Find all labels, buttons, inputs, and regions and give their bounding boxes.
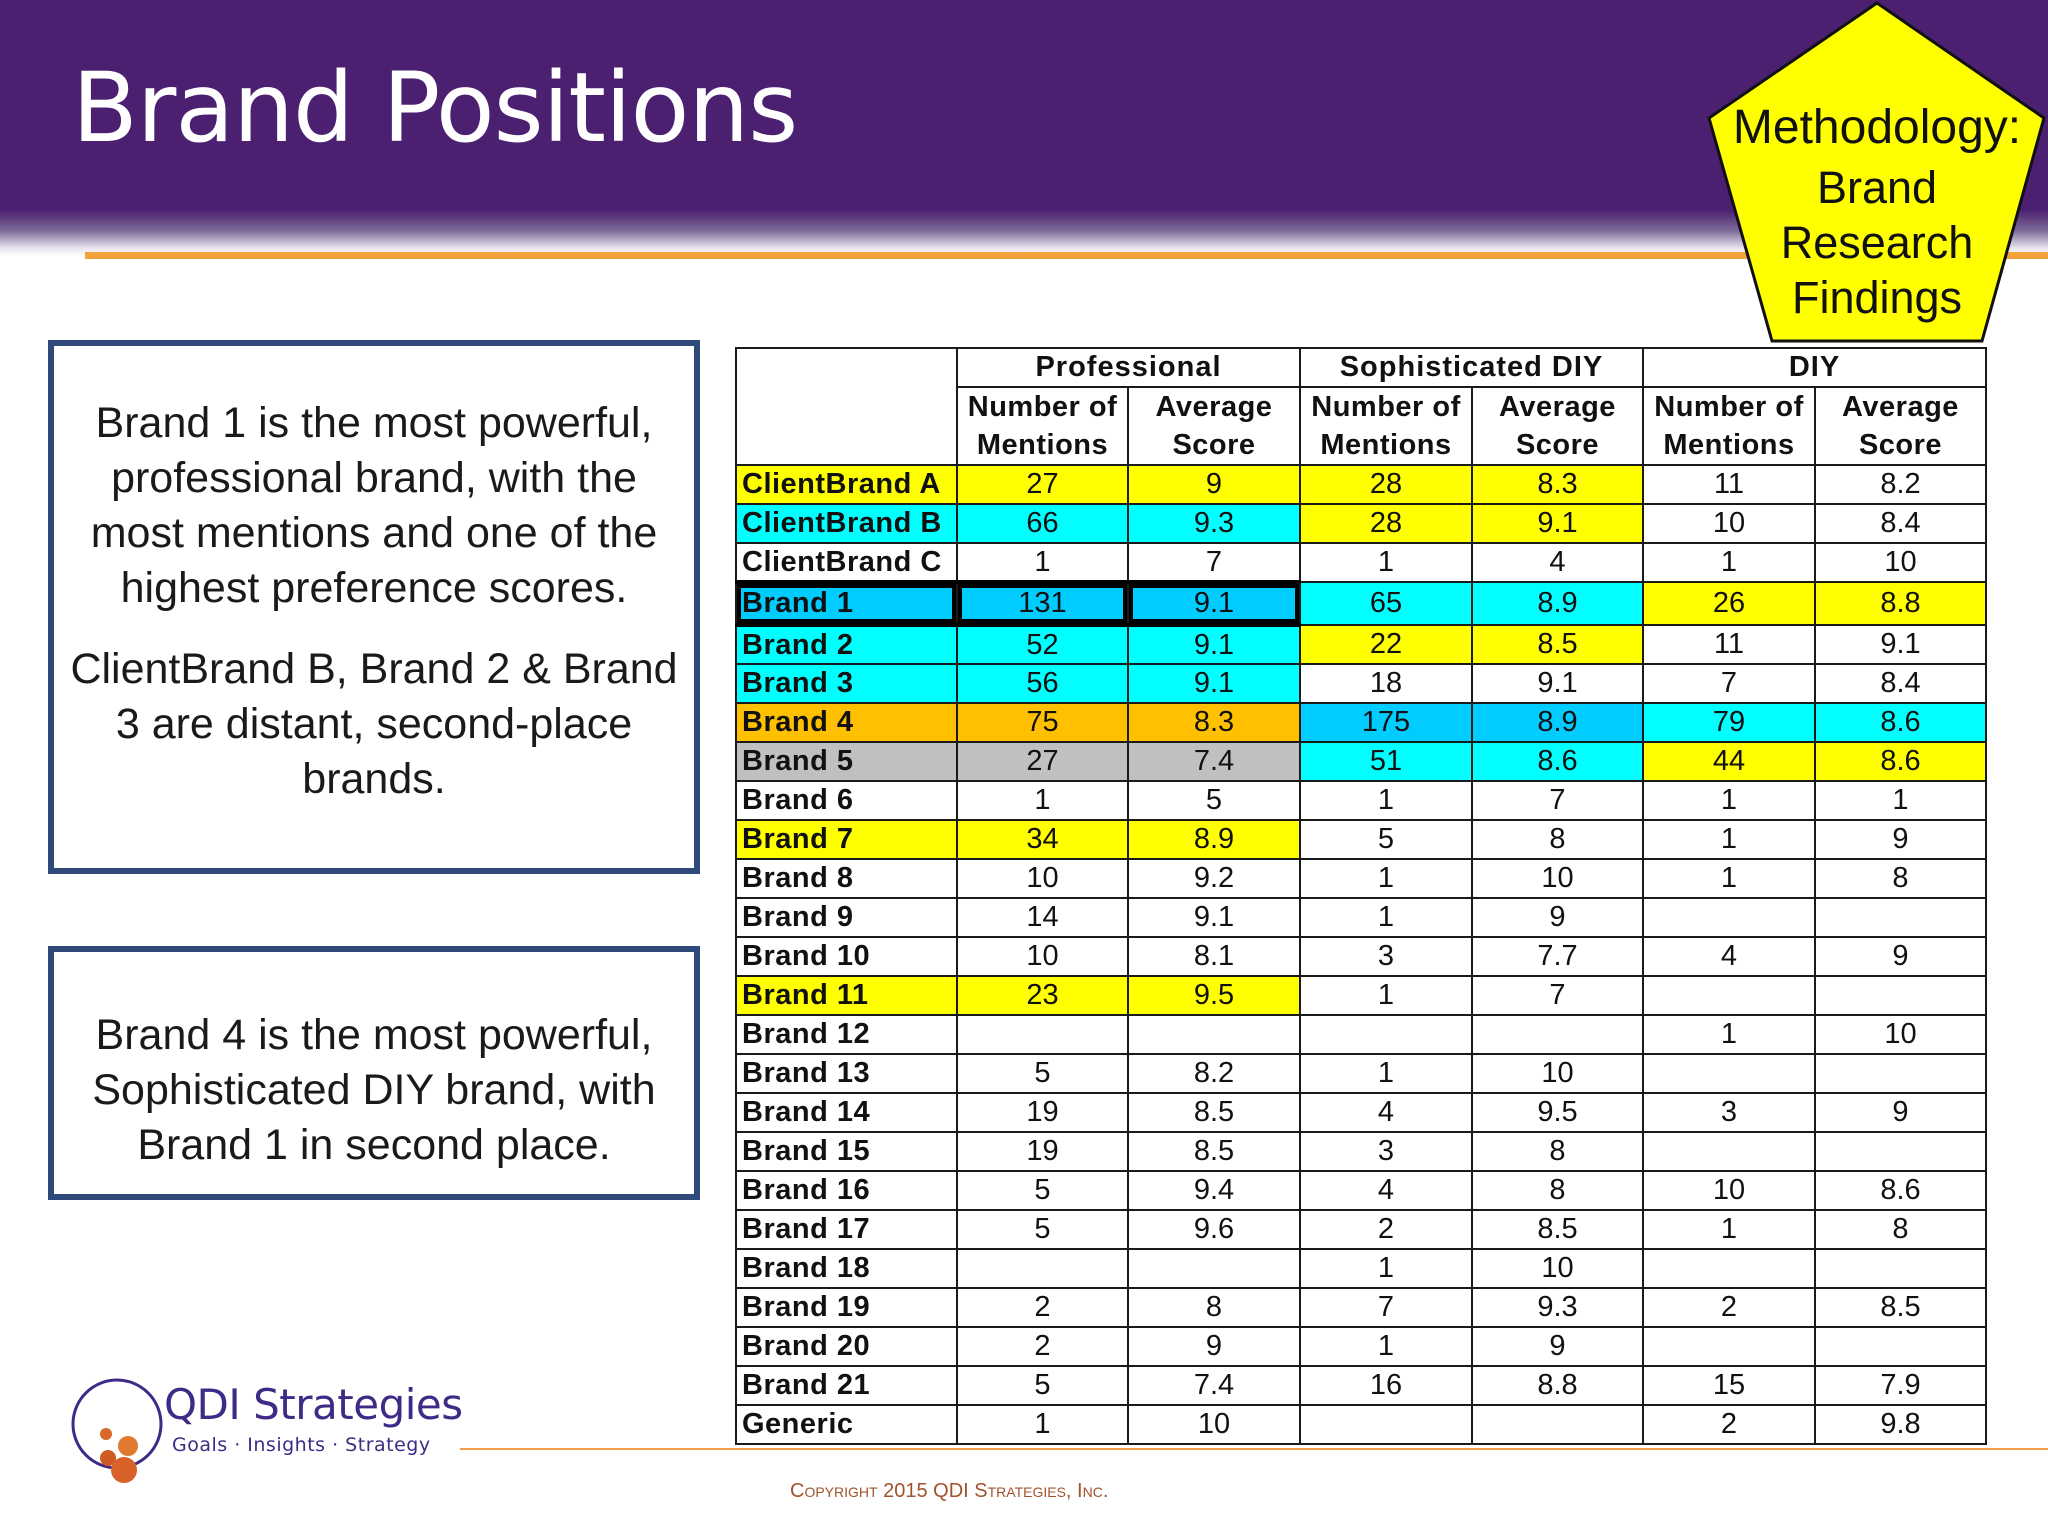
value-cell: 175 <box>1300 703 1472 742</box>
value-cell <box>1643 898 1815 937</box>
value-cell: 1 <box>1643 859 1815 898</box>
value-cell: 7 <box>1472 781 1643 820</box>
group-header-row <box>736 348 1986 387</box>
value-cell <box>1815 1132 1986 1171</box>
brand-name-cell: Brand 2 <box>736 625 957 664</box>
value-cell: 4 <box>1643 937 1815 976</box>
methodology-line-2: Brand <box>1816 162 1938 213</box>
table-row <box>736 582 1986 625</box>
value-cell: 9.1 <box>1128 898 1300 937</box>
value-cell: 1 <box>1300 543 1472 582</box>
brand-name-cell: ClientBrand B <box>736 504 957 543</box>
value-cell: 1 <box>1300 781 1472 820</box>
value-cell: 9 <box>1128 1327 1300 1366</box>
table-row <box>736 1210 1986 1249</box>
value-cell: 1 <box>957 1405 1128 1444</box>
value-cell: 65 <box>1300 582 1472 625</box>
value-cell: 23 <box>957 976 1128 1015</box>
subheader-line-2: Score <box>1515 429 1600 461</box>
subheader-line-2: Score <box>1858 429 1943 461</box>
value-cell: 8 <box>1128 1288 1300 1327</box>
value-cell: 8.4 <box>1815 664 1986 703</box>
table-row <box>736 937 1986 976</box>
brand-name-cell: ClientBrand A <box>736 465 957 504</box>
value-cell: 8.9 <box>1472 703 1643 742</box>
value-cell <box>1815 898 1986 937</box>
brand-name-cell: Brand 19 <box>736 1288 957 1327</box>
logo-mark-icon <box>60 1376 170 1496</box>
value-cell: 1 <box>1643 820 1815 859</box>
value-cell: 7.4 <box>1128 742 1300 781</box>
table-row <box>736 504 1986 543</box>
value-cell: 8.2 <box>1815 465 1986 504</box>
subheader-line-1: Number of <box>1654 391 1804 423</box>
brand-name-cell: Brand 6 <box>736 781 957 820</box>
value-cell: 9.8 <box>1815 1405 1986 1444</box>
value-cell: 4 <box>1300 1093 1472 1132</box>
value-cell: 8.5 <box>1128 1093 1300 1132</box>
value-cell: 8 <box>1815 1210 1986 1249</box>
value-cell: 3 <box>1300 937 1472 976</box>
value-cell: 3 <box>1643 1093 1815 1132</box>
value-cell: 9 <box>1815 820 1986 859</box>
value-cell: 8.6 <box>1472 742 1643 781</box>
value-cell <box>1128 1015 1300 1054</box>
value-cell: 7.4 <box>1128 1366 1300 1405</box>
callout-text-second-place: ClientBrand B, Brand 2 & Brand 3 are distant, second-place brands. <box>70 645 678 803</box>
value-cell: 22 <box>1300 625 1472 664</box>
value-cell <box>1643 1132 1815 1171</box>
value-cell <box>1643 1327 1815 1366</box>
logo-tagline: Goals · Insights · Strategy <box>172 1434 431 1456</box>
value-cell: 10 <box>1472 859 1643 898</box>
value-cell: 1 <box>1643 781 1815 820</box>
value-cell: 1 <box>1300 1327 1472 1366</box>
callout-text-brand4: Brand 4 is the most powerful, Sophisticated DIY brand, with Brand 1 in second place. <box>92 1011 656 1169</box>
value-cell: 1 <box>1300 976 1472 1015</box>
value-cell <box>1472 1015 1643 1054</box>
value-cell: 3 <box>1300 1132 1472 1171</box>
value-cell: 5 <box>957 1210 1128 1249</box>
table-row <box>736 1171 1986 1210</box>
value-cell <box>1472 1405 1643 1444</box>
subheader-line-1: Number of <box>1311 391 1461 423</box>
value-cell: 9.1 <box>1472 664 1643 703</box>
group-header-diy: DIY <box>1643 348 1986 387</box>
brand-name-cell: Brand 9 <box>736 898 957 937</box>
copyright-notice: Copyright 2015 QDI Strategies, Inc. <box>790 1480 1109 1502</box>
value-cell <box>957 1249 1128 1288</box>
value-cell: 14 <box>957 898 1128 937</box>
brand-name-cell: Brand 13 <box>736 1054 957 1093</box>
value-cell: 8.3 <box>1472 465 1643 504</box>
value-cell: 11 <box>1643 465 1815 504</box>
value-cell: 2 <box>957 1327 1128 1366</box>
value-cell: 2 <box>1643 1288 1815 1327</box>
group-header-sophisticated-diy: Sophisticated DIY <box>1300 348 1643 387</box>
value-cell: 7.9 <box>1815 1366 1986 1405</box>
value-cell: 1 <box>1300 1249 1472 1288</box>
value-cell: 7 <box>1300 1288 1472 1327</box>
slide-title: Brand Positions <box>72 52 798 164</box>
value-cell: 66 <box>957 504 1128 543</box>
value-cell: 9.1 <box>1815 625 1986 664</box>
value-cell: 7.7 <box>1472 937 1643 976</box>
value-cell: 9 <box>1472 898 1643 937</box>
value-cell: 9 <box>1815 1093 1986 1132</box>
value-cell: 75 <box>957 703 1128 742</box>
value-cell <box>1643 1249 1815 1288</box>
value-cell: 44 <box>1643 742 1815 781</box>
value-cell: 5 <box>957 1366 1128 1405</box>
subheader-line-2: Mentions <box>1663 429 1795 461</box>
value-cell <box>1643 976 1815 1015</box>
value-cell: 19 <box>957 1132 1128 1171</box>
value-cell: 9.1 <box>1128 582 1300 625</box>
value-cell: 52 <box>957 625 1128 664</box>
value-cell: 8.5 <box>1472 1210 1643 1249</box>
value-cell: 5 <box>957 1171 1128 1210</box>
table-row <box>736 1405 1986 1444</box>
value-cell: 8.2 <box>1128 1054 1300 1093</box>
table-row <box>736 859 1986 898</box>
brand-name-cell: Brand 16 <box>736 1171 957 1210</box>
subheader-cell <box>957 387 1128 465</box>
value-cell: 4 <box>1472 543 1643 582</box>
value-cell: 9.3 <box>1128 504 1300 543</box>
subheader-line-1: Average <box>1155 391 1273 423</box>
value-cell: 51 <box>1300 742 1472 781</box>
table-row <box>736 465 1986 504</box>
value-cell: 34 <box>957 820 1128 859</box>
value-cell: 4 <box>1300 1171 1472 1210</box>
subheader-line-1: Number of <box>967 391 1118 423</box>
value-cell: 1 <box>1300 898 1472 937</box>
logo-wordmark: QDI Strategies <box>164 1380 463 1429</box>
value-cell: 28 <box>1300 465 1472 504</box>
value-cell: 9.1 <box>1472 504 1643 543</box>
brand-name-cell: ClientBrand C <box>736 543 957 582</box>
value-cell: 1 <box>1643 1210 1815 1249</box>
value-cell <box>1815 1054 1986 1093</box>
table-row <box>736 1366 1986 1405</box>
value-cell: 16 <box>1300 1366 1472 1405</box>
value-cell: 9.4 <box>1128 1171 1300 1210</box>
value-cell <box>1300 1405 1472 1444</box>
brand-name-cell: Brand 3 <box>736 664 957 703</box>
value-cell: 10 <box>1128 1405 1300 1444</box>
brand-name-cell: Brand 18 <box>736 1249 957 1288</box>
value-cell: 8.1 <box>1128 937 1300 976</box>
value-cell: 8.8 <box>1472 1366 1643 1405</box>
subheader-cell <box>1128 387 1300 465</box>
value-cell: 8 <box>1472 1171 1643 1210</box>
value-cell: 9 <box>1128 465 1300 504</box>
subheader-line-1: Average <box>1499 391 1616 423</box>
table-row <box>736 742 1986 781</box>
callout-text-brand1: Brand 1 is the most powerful, professional brand, with the most mentions and one of the highest preference scores. <box>90 399 658 612</box>
value-cell: 1 <box>1300 859 1472 898</box>
value-cell: 9.2 <box>1128 859 1300 898</box>
table-row <box>736 1054 1986 1093</box>
value-cell: 10 <box>957 859 1128 898</box>
value-cell: 9.5 <box>1472 1093 1643 1132</box>
value-cell <box>957 1015 1128 1054</box>
subheader-line-2: Mentions <box>1320 429 1452 461</box>
value-cell: 10 <box>1472 1054 1643 1093</box>
value-cell: 1 <box>957 781 1128 820</box>
value-cell: 11 <box>1643 625 1815 664</box>
methodology-line-1: Methodology: <box>1732 101 2022 154</box>
subheader-cell <box>1472 387 1643 465</box>
value-cell: 8.6 <box>1815 1171 1986 1210</box>
value-cell: 9 <box>1472 1327 1643 1366</box>
company-logo <box>60 1376 463 1496</box>
brand-name-cell: Brand 20 <box>736 1327 957 1366</box>
group-header-professional: Professional <box>957 348 1300 387</box>
corner-cell <box>736 348 957 465</box>
brand-name-cell: Brand 17 <box>736 1210 957 1249</box>
value-cell: 10 <box>1472 1249 1643 1288</box>
value-cell <box>1815 1327 1986 1366</box>
value-cell: 10 <box>1643 504 1815 543</box>
value-cell: 19 <box>957 1093 1128 1132</box>
value-cell: 9.5 <box>1128 976 1300 1015</box>
value-cell: 1 <box>1815 781 1986 820</box>
footer-divider <box>460 1448 2048 1450</box>
value-cell: 2 <box>957 1288 1128 1327</box>
value-cell: 15 <box>1643 1366 1815 1405</box>
value-cell: 8.6 <box>1815 703 1986 742</box>
table-body <box>736 465 1986 1444</box>
subheader-line-2: Score <box>1172 429 1256 461</box>
value-cell: 9.3 <box>1472 1288 1643 1327</box>
brand-positions-table <box>735 347 1987 1445</box>
value-cell: 8.9 <box>1128 820 1300 859</box>
value-cell: 8.5 <box>1128 1132 1300 1171</box>
methodology-line-3: Research <box>1780 217 1974 268</box>
table-row <box>736 625 1986 664</box>
value-cell: 1 <box>957 543 1128 582</box>
value-cell: 7 <box>1128 543 1300 582</box>
value-cell: 7 <box>1472 976 1643 1015</box>
value-cell: 27 <box>957 742 1128 781</box>
value-cell: 56 <box>957 664 1128 703</box>
brand-name-cell: Brand 15 <box>736 1132 957 1171</box>
table-row <box>736 820 1986 859</box>
subheader-cell <box>1815 387 1986 465</box>
brand-name-cell: Brand 4 <box>736 703 957 742</box>
value-cell: 7 <box>1643 664 1815 703</box>
table-row <box>736 781 1986 820</box>
value-cell <box>1300 1015 1472 1054</box>
table-row <box>736 898 1986 937</box>
value-cell: 8.5 <box>1472 625 1643 664</box>
value-cell: 8.6 <box>1815 742 1986 781</box>
table-row <box>736 1288 1986 1327</box>
callout-box-sophisticated-diy <box>48 946 700 1200</box>
table-row <box>736 1132 1986 1171</box>
value-cell: 9 <box>1815 937 1986 976</box>
value-cell: 9.1 <box>1128 664 1300 703</box>
value-cell: 8 <box>1815 859 1986 898</box>
value-cell: 10 <box>1815 543 1986 582</box>
value-cell <box>1815 976 1986 1015</box>
value-cell: 9.1 <box>1128 625 1300 664</box>
brand-name-cell: Brand 5 <box>736 742 957 781</box>
table-row <box>736 1015 1986 1054</box>
value-cell: 5 <box>1128 781 1300 820</box>
brand-name-cell: Brand 21 <box>736 1366 957 1405</box>
brand-name-cell: Brand 11 <box>736 976 957 1015</box>
value-cell: 5 <box>1300 820 1472 859</box>
callout-box-professional <box>48 340 700 874</box>
brand-name-cell: Brand 1 <box>736 582 957 625</box>
value-cell <box>1643 1054 1815 1093</box>
value-cell: 2 <box>1300 1210 1472 1249</box>
table-row <box>736 543 1986 582</box>
value-cell: 79 <box>1643 703 1815 742</box>
table-row <box>736 664 1986 703</box>
brand-name-cell: Generic <box>736 1405 957 1444</box>
brand-name-cell: Brand 14 <box>736 1093 957 1132</box>
value-cell: 10 <box>1643 1171 1815 1210</box>
value-cell <box>1128 1249 1300 1288</box>
value-cell: 28 <box>1300 504 1472 543</box>
value-cell: 8 <box>1472 820 1643 859</box>
brand-name-cell: Brand 7 <box>736 820 957 859</box>
subheader-line-1: Average <box>1842 391 1959 423</box>
value-cell: 26 <box>1643 582 1815 625</box>
value-cell: 8.4 <box>1815 504 1986 543</box>
table-row <box>736 703 1986 742</box>
value-cell: 1 <box>1643 543 1815 582</box>
value-cell: 8.3 <box>1128 703 1300 742</box>
table-row <box>736 1249 1986 1288</box>
value-cell: 8.8 <box>1815 582 1986 625</box>
value-cell: 9.6 <box>1128 1210 1300 1249</box>
value-cell: 8.5 <box>1815 1288 1986 1327</box>
brand-name-cell: Brand 12 <box>736 1015 957 1054</box>
value-cell: 1 <box>1643 1015 1815 1054</box>
value-cell: 8 <box>1472 1132 1643 1171</box>
value-cell: 1 <box>1300 1054 1472 1093</box>
table-row <box>736 976 1986 1015</box>
value-cell: 2 <box>1643 1405 1815 1444</box>
subheader-cell <box>1300 387 1472 465</box>
value-cell: 18 <box>1300 664 1472 703</box>
value-cell: 5 <box>957 1054 1128 1093</box>
value-cell: 27 <box>957 465 1128 504</box>
value-cell: 8.9 <box>1472 582 1643 625</box>
brand-name-cell: Brand 10 <box>736 937 957 976</box>
value-cell <box>1815 1249 1986 1288</box>
value-cell: 10 <box>957 937 1128 976</box>
subheader-cell <box>1643 387 1815 465</box>
methodology-badge <box>1706 0 2048 345</box>
table-row <box>736 1093 1986 1132</box>
table-row <box>736 1327 1986 1366</box>
brand-name-cell: Brand 8 <box>736 859 957 898</box>
subheader-line-2: Mentions <box>976 429 1109 461</box>
value-cell: 131 <box>957 582 1128 625</box>
methodology-line-4: Findings <box>1791 272 1963 323</box>
value-cell: 10 <box>1815 1015 1986 1054</box>
